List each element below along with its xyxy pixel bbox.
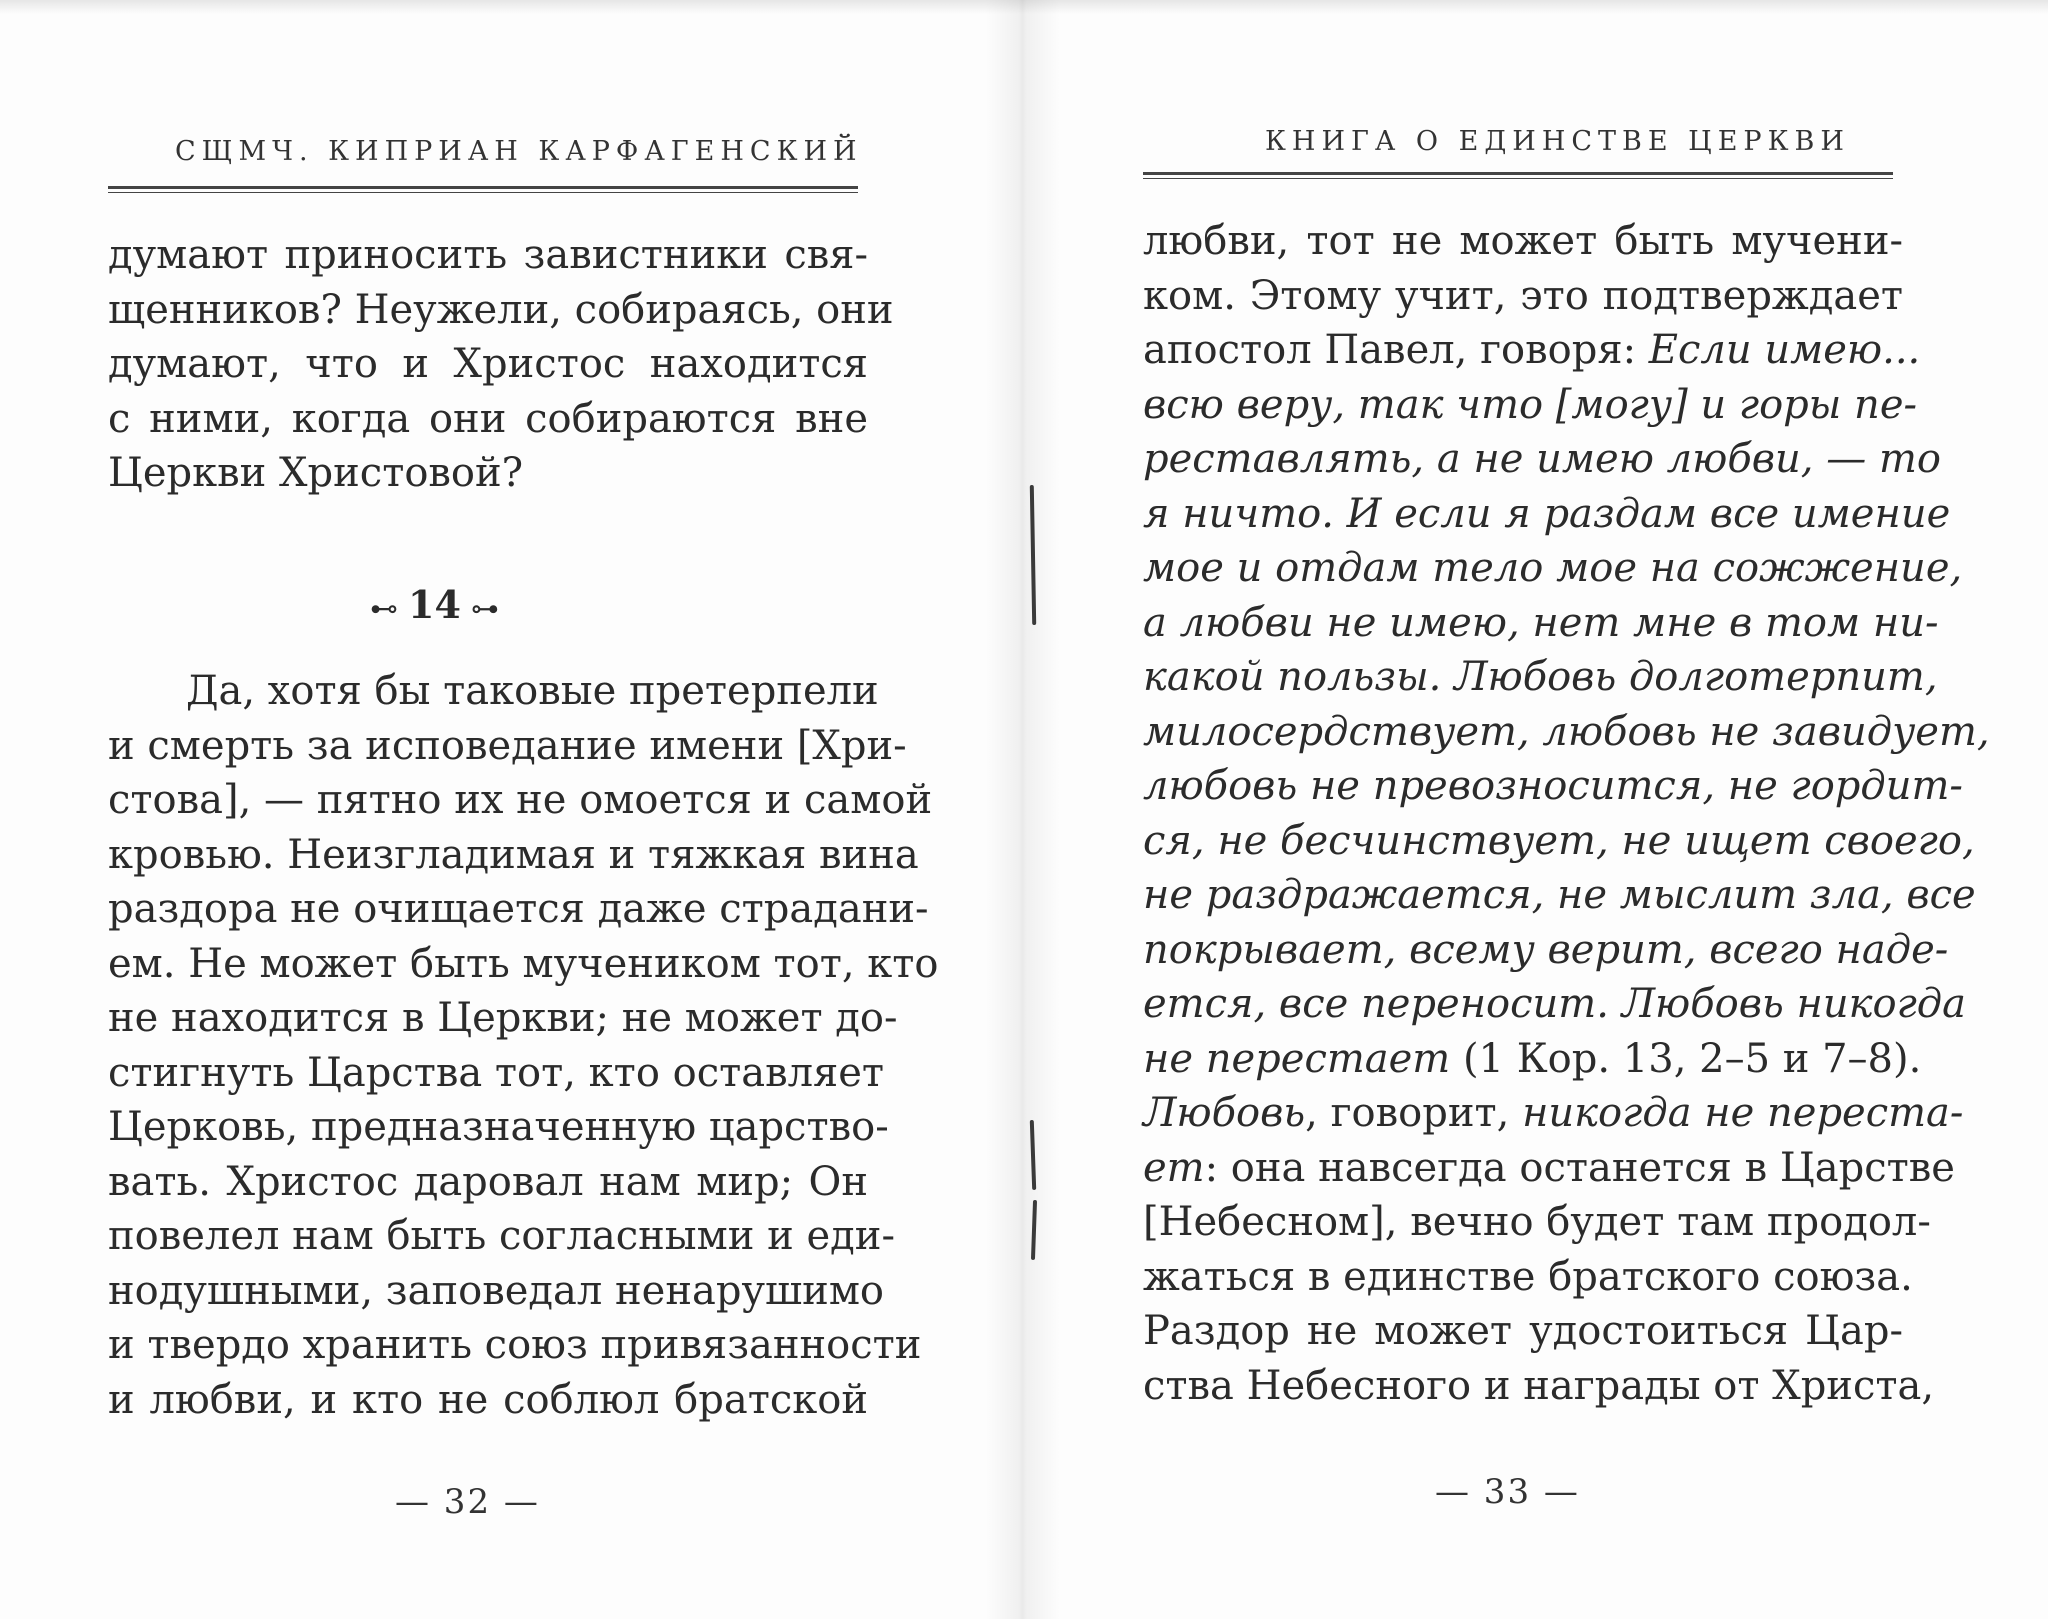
text-line: не раздражается, не мыслит зла, все (1143, 872, 1976, 918)
ornament-icon: ⊶ (470, 592, 499, 625)
text-line: Да, хотя бы таковые претерпели (186, 668, 879, 714)
paragraph (1143, 214, 1990, 1413)
text-line: думают приносить завистники свя- (108, 232, 868, 278)
text-line: [Небесном], вечно будет там продол- (1143, 1199, 1931, 1245)
text-line: милосердствует, любовь не завидует, (1143, 708, 1990, 755)
text-line: ем. Не может быть мучеником тот, кто (108, 940, 939, 987)
text-line: ет: она навсегда останется в Царстве (1143, 1144, 1955, 1191)
running-head: СЩМЧ. КИПРИАН КАРФАГЕНСКИЙ (175, 136, 863, 167)
paragraph (108, 664, 939, 1427)
text-line: с ними, когда они собираются вне (108, 395, 868, 442)
text-line: и смерть за исповедание имени [Хри- (108, 722, 907, 769)
header-rule (108, 186, 858, 193)
text-line: мое и отдам тело мое на сожжение, (1143, 545, 1963, 591)
text-line: Церкви Христовой? (108, 450, 524, 496)
running-head: КНИГА О ЕДИНСТВЕ ЦЕРКВИ (1265, 126, 1850, 157)
text-line: ся, не бесчинствует, не ищет своего, (1143, 817, 1975, 864)
text-line: апостол Павел, говоря: Если имею... (1143, 327, 1921, 373)
header-rule (1143, 172, 1893, 179)
text-line: любовь не превозносится, не гордит- (1143, 763, 1963, 809)
text-line: любви, тот не может быть мучени- (1143, 218, 1903, 264)
text-line: стигнуть Царства тот, кто оставляет (108, 1049, 885, 1096)
text-line: Раздор не может удостоиться Цар- (1143, 1308, 1903, 1354)
text-line: не перестает (1 Кор. 13, 2–5 и 7–8). (1143, 1035, 1922, 1082)
left-page (0, 0, 1018, 1619)
right-page (1030, 0, 2048, 1619)
text-line: Любовь, говорит, никогда не переста- (1143, 1090, 1964, 1136)
text-line: и твердо хранить союз привязанности (108, 1322, 922, 1368)
text-line: стова], — пятно их не омоется и самой (108, 777, 933, 823)
text-line: щенников? Неужели, собираясь, они (108, 286, 894, 333)
section-heading (360, 582, 509, 627)
text-line: повелел нам быть согласными и еди- (108, 1213, 895, 1259)
text-line: и любви, и кто не соблюл братской (108, 1376, 868, 1423)
paragraph (108, 228, 894, 501)
text-line: ком. Этому учит, это подтверждает (1143, 272, 1903, 319)
text-line: какой пользы. Любовь долготерпит, (1143, 654, 1938, 700)
text-line: всю веру, так что [могу] и горы пе- (1143, 381, 1918, 428)
text-line: вать. Христос даровал нам мир; Он (108, 1158, 868, 1205)
text-line: а любви не имею, нет мне в том ни- (1143, 599, 1939, 646)
text-line: не находится в Церкви; не может до- (108, 995, 898, 1041)
text-line: я ничто. И если я раздам все имение (1143, 490, 1951, 537)
text-line: ства Небесного и награды от Христа, (1143, 1362, 1935, 1409)
text-line: Церковь, предназначенную царство- (108, 1104, 889, 1150)
text-line: ется, все переносит. Любовь никогда (1143, 981, 1967, 1027)
ornament-icon: ⊷ (370, 592, 398, 625)
text-line: кровью. Неизгладимая и тяжкая вина (108, 831, 919, 878)
page-number: — 33 — (1435, 1472, 1580, 1512)
text-line: покрывает, всему верит, всего наде- (1143, 926, 1949, 973)
text-line: реставлять, а не имею любви, — то (1143, 436, 1941, 482)
text-line: думают, что и Христос находится (108, 341, 868, 387)
page-number: — 32 — (395, 1482, 540, 1522)
text-line: нодушными, заповедал ненарушимо (108, 1267, 885, 1314)
text-line: раздора не очищается даже страдани- (108, 886, 929, 932)
section-number: 14 (408, 582, 461, 627)
text-line: жаться в единстве братского союза. (1143, 1253, 1913, 1300)
